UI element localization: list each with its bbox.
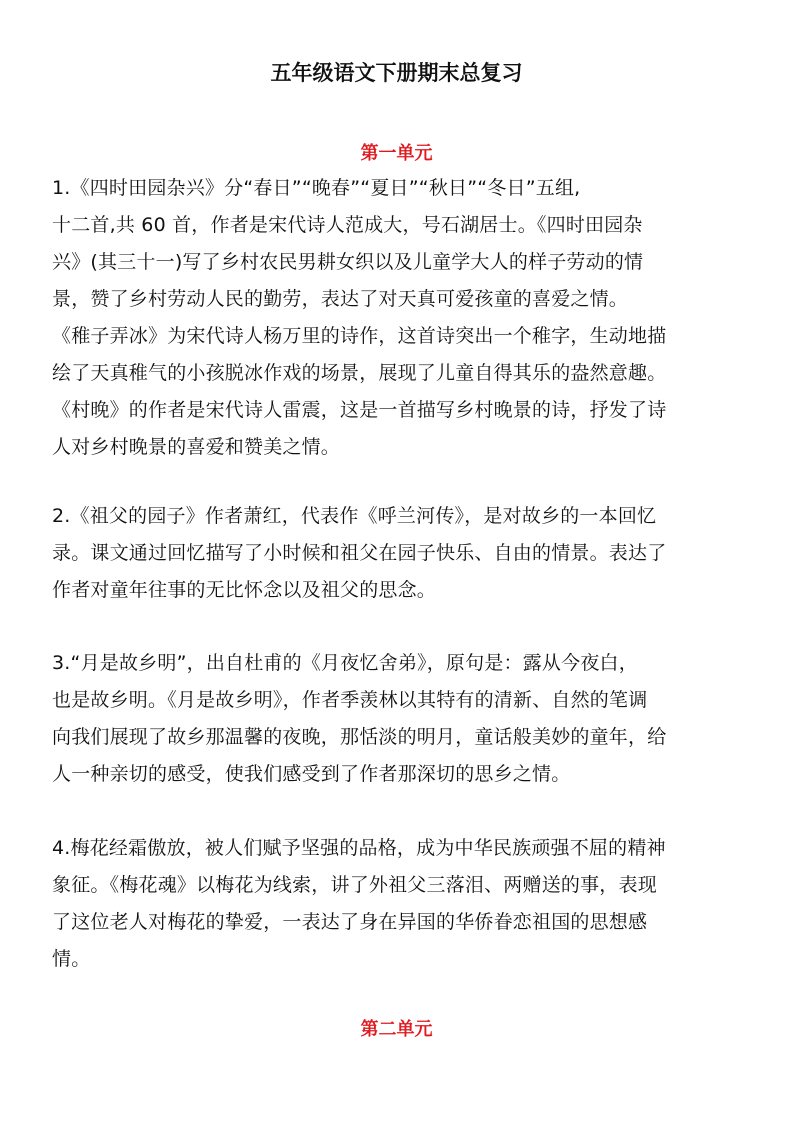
- paragraph-item-2: [52, 498, 742, 609]
- paragraph-line: 《稚子弄冰》为宋代诗人杨万里的诗作，这首诗突出一个稚字，生动地描: [52, 325, 667, 347]
- paragraph-line: 情。: [52, 948, 91, 970]
- paragraph-line: 2.《祖父的园子》作者萧红，代表作《呼兰河传》，是对故乡的一本回忆: [52, 505, 657, 527]
- paragraph-line: 人对乡村晚景的喜爱和赞美之情。: [52, 436, 341, 458]
- paragraph-line: 《村晚》的作者是宋代诗人雷震，这是一首描写乡村晚景的诗，抒发了诗: [52, 399, 667, 421]
- section-heading-unit-2: 第二单元: [360, 1019, 433, 1040]
- paragraph-line: 绘了天真稚气的小孩脱冰作戏的场景，展现了儿童自得其乐的盎然意趣。: [52, 362, 667, 384]
- paragraph-line: 1.《四时田园杂兴》分“春日”“晚春”“夏日”“秋日”“冬日”五组,: [52, 177, 581, 199]
- paragraph-item-3: [52, 645, 742, 793]
- paragraph-line: 4.梅花经霜傲放，被人们赋予坚强的品格，成为中华民族顽强不屈的精神: [52, 837, 666, 859]
- paragraph-line: 向我们展现了故乡那温馨的夜晚，那恬淡的明月，童话般美妙的童年，给: [52, 726, 667, 748]
- paragraph-line: 了这位老人对梅花的挚爱，一表达了身在异国的华侨眷恋祖国的思想感: [52, 911, 648, 933]
- paragraph-line: 3.“月是故乡明”，出自杜甫的《月夜忆舍弟》，原句是：露从今夜白，: [52, 652, 638, 674]
- paragraph-line: 十二首,共 60 首，作者是宋代诗人范成大，号石湖居士。《四时田园杂: [52, 214, 643, 236]
- paragraph-line: 象征。《梅花魂》以梅花为线索，讲了外祖父三落泪、两赠送的事，表现: [52, 874, 657, 896]
- paragraph-line: 人一种亲切的感受，使我们感受到了作者那深切的思乡之情。: [52, 763, 571, 785]
- paragraph-line: 录。课文通过回忆描写了小时候和祖父在园子快乐、自由的情景。表达了: [52, 542, 667, 564]
- page-title: 五年级语文下册期末总复习: [270, 61, 523, 85]
- paragraph-line: 也是故乡明。《月是故乡明》，作者季羡林以其特有的清新、自然的笔调: [52, 689, 648, 711]
- paragraph-line: 兴》(其三十一)写了乡村农民男耕女织以及儿童学大人的样子劳动的情: [52, 251, 644, 273]
- paragraph-line: 景，赞了乡村劳动人民的勤劳，表达了对天真可爱孩童的喜爱之情。: [52, 288, 629, 310]
- section-heading-unit-1: 第一单元: [360, 143, 433, 164]
- paragraph-item-4: [52, 830, 742, 978]
- paragraph-line: 作者对童年往事的无比怀念以及祖父的思念。: [52, 579, 437, 601]
- paragraph-item-1: [52, 170, 742, 466]
